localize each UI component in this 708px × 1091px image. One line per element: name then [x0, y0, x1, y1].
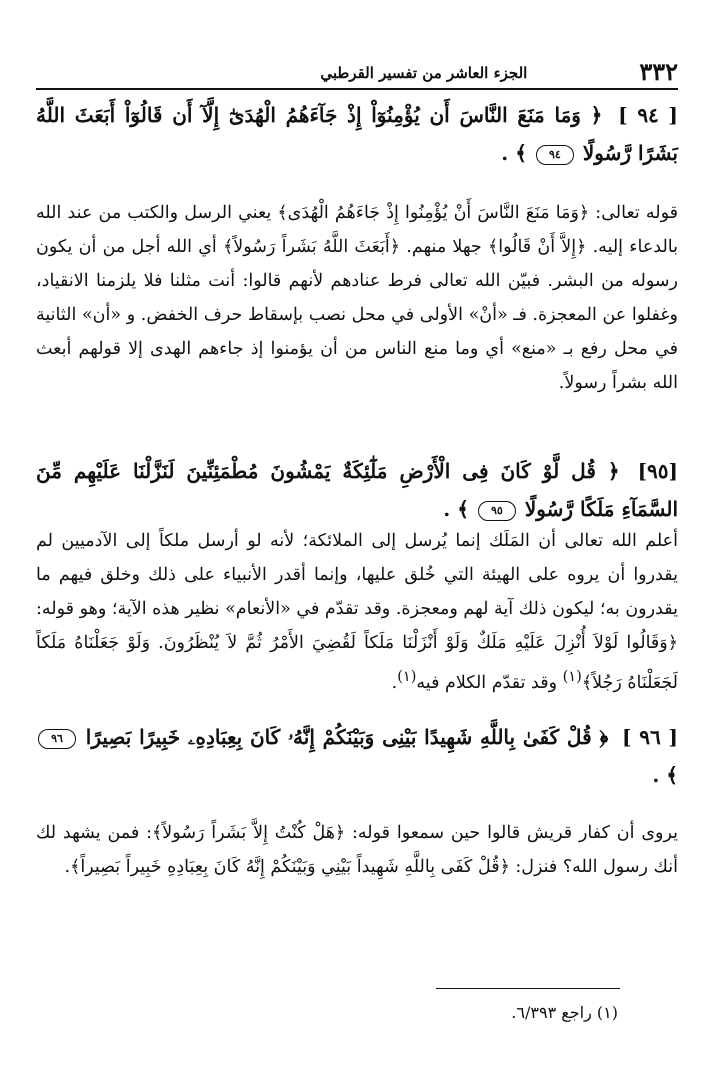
page-header	[36, 56, 678, 86]
verse-closing: ﴾ .	[501, 141, 527, 165]
commentary-95-end: .	[391, 672, 398, 693]
footnote-ref: (١)	[397, 668, 417, 685]
verse-text: ﴿ وَمَا مَنَعَ النَّاسَ أَن يُؤْمِنُوٓاْ إِذْ جَآءَهُمُ الْهُدَىٰٓ إِلَّآ أَن قَالُوٓاْ أَبَعَثَ اللَّهُ بَشَرًا رَّسُولًا	[36, 103, 678, 165]
commentary-95-tail: وقد تقدّم الكلام فيه	[416, 672, 563, 693]
verse-closing: ﴾ .	[652, 763, 678, 787]
verse-text: ﴿ قُلْ كَفَىٰ بِاللَّهِ شَهِيدًا بَيْنِى وَبَيْنَكُمْ إِنَّهُۥ كَانَ بِعِبَادِهِۦ خَبِيرًا بَصِيرًا	[85, 725, 609, 749]
commentary-94: قوله تعالى: ﴿وَمَا مَنَعَ النَّاسَ أَنْ يُؤْمِنُوا إِذْ جَاءَهُمُ الْهُدَى﴾ يعني الرسل والكتب من عند الله بالدعاء إليه. ﴿إِلاَّ أَنْ قَالُوا﴾ جهلا منهم. ﴿أَبَعَثَ اللَّهُ بَشَراً رَسُولاً﴾ أي الله أجل من أن يكون رسوله من البشر. فبيّن الله تعالى فرط عنادهم لأنهم قالوا: أنت مثلنا فلا يلزمنا الانقياد، وغفلوا عن المعجزة. فـ «أنْ» الأولى في محل نصب بإسقاط حرف الخفض. و «أن» الثانية في محل رفع بـ «منع» أي وما منع الناس من أن يؤمنوا إذ جاءهم الهدى إلا قولهم أبعث الله بشراً رسولاً.	[36, 203, 678, 393]
footnote-divider	[436, 988, 620, 989]
commentary-95-text: أعلم الله تعالى أن المَلَك إنما يُرسل إلى الملائكة؛ لأنه لو أرسل ملكاً إلى الآدميين لم يقدروا أن يروه على الهيئة التي خُلق عليها، وإنما أقدر الأنبياء على ذلك وخلق فيهم ما يقدرون به؛ ليكون ذلك آية لهم ومعجزة. وقد تقدّم في «الأنعام» نظير هذه الآية؛ وهو قوله: ﴿وَقَالُوا لَوْلاَ أُنْزِلَ عَلَيْهِ مَلَكٌ وَلَوْ أَنْزَلْنَا مَلَكاً لَقُضِيَ الأَمْرُ ثُمَّ لاَ يُنْظَرُونَ. وَلَوْ جَعَلْنَاهُ مَلَكاً لَجَعَلْنَاهُ رَجُلاً﴾	[36, 531, 678, 693]
commentary-95	[36, 524, 678, 700]
header-divider	[36, 88, 678, 90]
aya-end-marker: ٩٦	[38, 729, 76, 749]
running-title: الجزء العاشر من تفسير القرطبي	[320, 64, 528, 82]
verse-94	[36, 96, 678, 172]
verse-text: ﴿ قُل لَّوْ كَانَ فِى الْأَرْضِ مَلَٰٓئِكَةٌ يَمْشُونَ مُطْمَئِنِّينَ لَنَزَّلْنَا عَلَيْهِم مِّنَ السَّمَآءِ مَلَكًا رَّسُولًا	[36, 459, 678, 521]
footnote: (١) راجع ٦/٣٩٣.	[511, 1003, 618, 1022]
aya-end-marker: ٩٤	[536, 145, 574, 165]
commentary-96: يروى أن كفار قريش قالوا حين سمعوا قوله: ﴿هَلْ كُنْتُ إِلاَّ بَشَراً رَسُولاً﴾: فمن يشهد لك أنك رسول الله؟ فنزل: ﴿قُلْ كَفَى بِاللَّهِ شَهِيداً بَيْنِي وَبَيْنَكُمْ إِنَّهُ كَانَ بِعِبَادِهِ خَبِيراً بَصِيراً﴾.	[36, 823, 678, 877]
aya-end-marker: ٩٥	[478, 501, 516, 521]
verse-closing: ﴾ .	[443, 497, 469, 521]
verse-95	[36, 452, 678, 528]
verse-number: [٩٥]	[637, 459, 678, 483]
verse-number: [ ٩٦ ]	[622, 725, 678, 749]
verse-number: [ ٩٤ ]	[618, 103, 678, 127]
footnote-ref: (١)	[562, 668, 582, 685]
verse-96	[36, 718, 678, 794]
page-number: ٣٣٢	[639, 57, 678, 86]
